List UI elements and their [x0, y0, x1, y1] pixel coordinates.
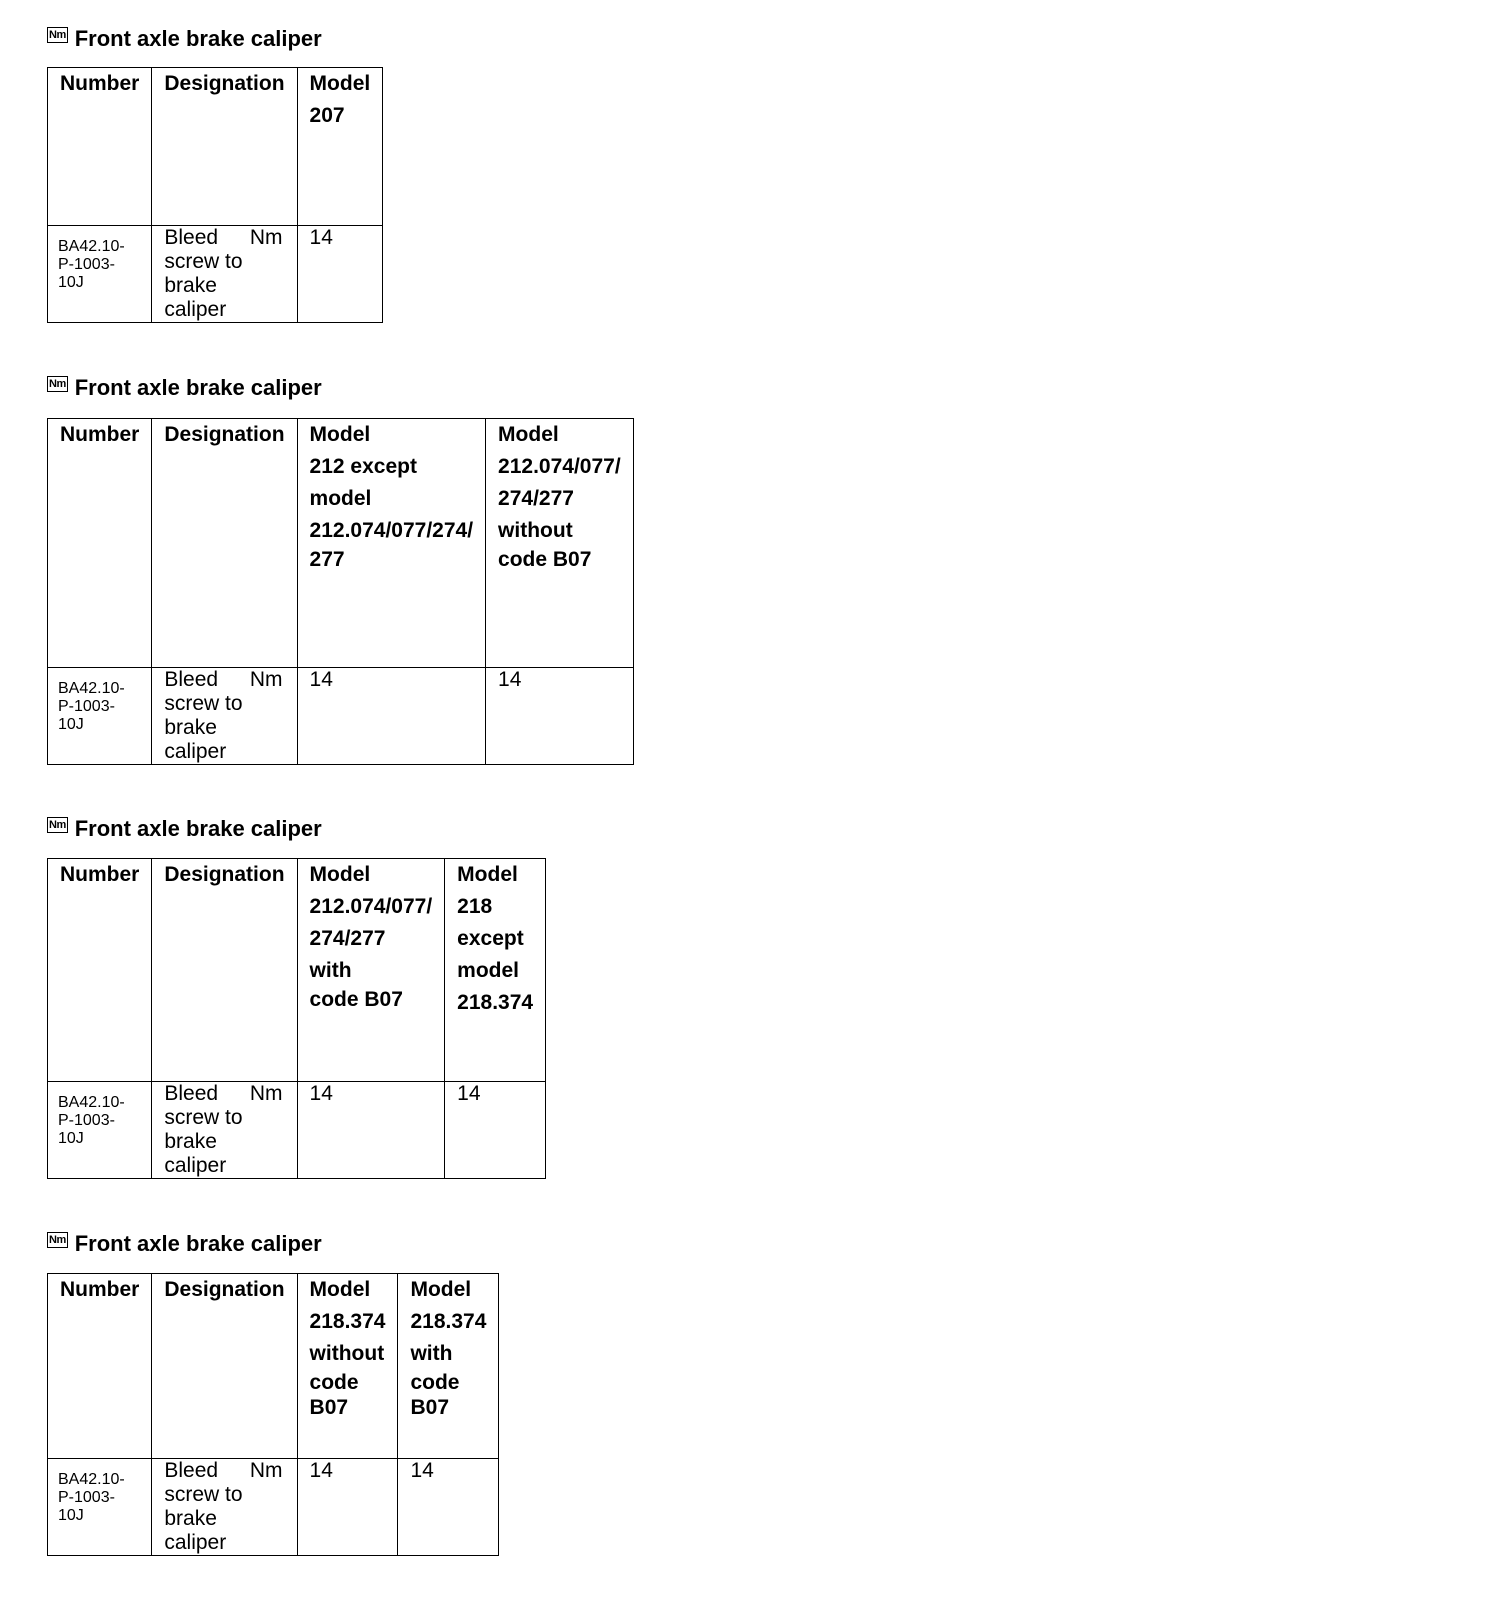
model-line: 207 [309, 104, 345, 127]
header-number: Number [48, 419, 152, 668]
torque-value: 14 [297, 1082, 445, 1179]
model-line: 274/277 without [498, 487, 574, 542]
model-line: 218.374 with [410, 1310, 487, 1365]
unit-label: Nm [249, 226, 283, 249]
section-title [47, 374, 322, 402]
designation-cell [152, 1082, 297, 1179]
designation-text: Bleed screw to brake caliper [164, 1459, 243, 1554]
model-line: 218 [457, 895, 493, 918]
model-line: 212 except [309, 455, 417, 478]
model-line: 274/277 with [309, 927, 386, 982]
section-title-text: Front axle brake caliper [74, 26, 322, 51]
designation-text: Bleed screw to brake caliper [164, 226, 243, 321]
header-model [297, 859, 445, 1082]
header-designation: Designation [152, 859, 297, 1082]
header-number: Number [48, 859, 152, 1082]
model-line: code B07 [410, 1371, 460, 1419]
section-title [47, 1230, 322, 1258]
header-designation: Designation [152, 68, 297, 226]
model-line: 218.374 [457, 991, 534, 1014]
unit-label: Nm [249, 1082, 283, 1105]
model-line: Model [410, 1278, 472, 1301]
header-model [486, 419, 634, 668]
torque-table [47, 418, 634, 765]
part-number: BA42.10-P-1003-10J [48, 1459, 152, 1556]
torque-value: 14 [297, 226, 383, 323]
torque-value: 14 [398, 1459, 499, 1556]
table-row [48, 226, 383, 323]
model-line: 277 [309, 548, 345, 571]
header-model [297, 1274, 398, 1459]
model-line: Model [309, 1278, 371, 1301]
torque-nm-icon: Nm [49, 378, 66, 390]
model-line: 212.074/077/274/ [309, 519, 474, 542]
header-model [398, 1274, 499, 1459]
model-line: code B07 [309, 1371, 359, 1419]
header-number: Number [48, 1274, 152, 1459]
model-line: 212.074/077/ [498, 455, 621, 478]
designation-text: Bleed screw to brake caliper [164, 668, 243, 763]
table-header-row [48, 68, 383, 226]
part-number: BA42.10-P-1003-10J [48, 668, 152, 765]
table-row [48, 1459, 499, 1556]
header-model [445, 859, 546, 1082]
torque-value: 14 [486, 668, 634, 765]
model-line: Model [309, 72, 371, 95]
model-line: Model [457, 863, 518, 886]
designation-cell [152, 226, 297, 323]
part-number: BA42.10-P-1003-10J [48, 226, 152, 323]
table-header-row [48, 859, 546, 1082]
model-line: code B07 [498, 548, 592, 571]
header-designation: Designation [152, 419, 297, 668]
model-line: Model [309, 423, 371, 446]
model-line: 212.074/077/ [309, 895, 433, 918]
header-model [297, 419, 486, 668]
designation-cell [152, 1459, 297, 1556]
torque-nm-icon: Nm [49, 29, 66, 41]
section-title-text: Front axle brake caliper [74, 1231, 322, 1256]
torque-value: 14 [297, 668, 486, 765]
torque-value: 14 [297, 1459, 398, 1556]
unit-label: Nm [249, 668, 283, 691]
model-line: Model [309, 863, 371, 886]
header-model [297, 68, 383, 226]
table-row [48, 1082, 546, 1179]
table-header-row [48, 1274, 499, 1459]
model-line: except model [457, 927, 524, 982]
torque-section [47, 374, 621, 763]
model-line: code B07 [309, 988, 403, 1011]
model-line: model [309, 487, 372, 510]
torque-nm-icon: Nm [49, 819, 66, 831]
torque-table [47, 1273, 499, 1556]
torque-table [47, 858, 546, 1179]
torque-section [47, 25, 371, 321]
torque-value: 14 [445, 1082, 546, 1179]
unit-label: Nm [249, 1459, 283, 1482]
torque-section [47, 1230, 487, 1554]
section-title-text: Front axle brake caliper [74, 816, 322, 841]
torque-nm-icon: Nm [49, 1234, 66, 1246]
torque-section [47, 815, 534, 1177]
model-line: Model [498, 423, 559, 446]
section-title [47, 815, 322, 843]
torque-table [47, 67, 383, 323]
header-number: Number [48, 68, 152, 226]
designation-cell [152, 668, 297, 765]
part-number: BA42.10-P-1003-10J [48, 1082, 152, 1179]
header-designation: Designation [152, 1274, 297, 1459]
designation-text: Bleed screw to brake caliper [164, 1082, 243, 1177]
table-row [48, 668, 634, 765]
table-header-row [48, 419, 634, 668]
model-line: 218.374 without [309, 1310, 386, 1365]
section-title-text: Front axle brake caliper [74, 375, 322, 400]
section-title [47, 25, 322, 53]
